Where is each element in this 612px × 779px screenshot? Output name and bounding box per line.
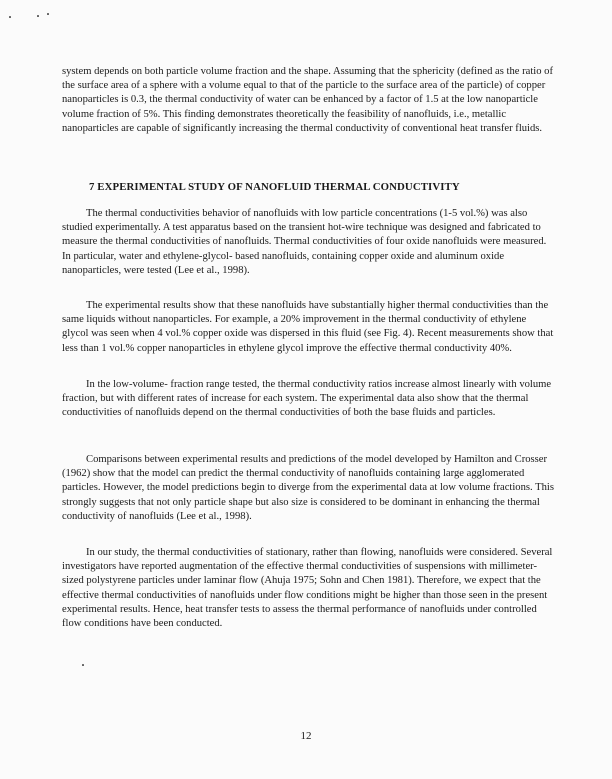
paragraph-continuation: system depends on both particle volume fraction and the shape. Assuming that the sphericity (defined as the ratio of the surface area of a sphere with a volume equal to that of the particle to the surface area of the particle) of copper nanoparticles is 0.3, the thermal conductivity of water can be enhanced by a factor of 1.5 at the low nanoparticle volume fraction of 5%. This finding demonstrates theoretically the feasibility of nanofluids, i.e., metallic nanoparticles are capable of significantly increasing the thermal conductivity of conventional heat transfer fluids.	[62, 66, 554, 134]
paragraph-experimental-results: The experimental results show that these nanofluids have substantially higher thermal conductivities than the same liquids without nanoparticles. For example, a 20% improvement in the thermal conductivity of ethylene glycol was seen when 4 vol.% copper oxide was dispersed in this fluid (see Fig. 4). Recent measurements show that less than 1 vol.% copper nanoparticles in ethylene glycol improve the effective thermal conductivity 40%.	[62, 300, 554, 354]
paragraph-volume-fraction: In the low-volume- fraction range tested, the thermal conductivity ratios increase almost linearly with volume fraction, but with different rates of increase for each system. The experimental data also show that the thermal conductivities of nanofluids depend on the thermal conductivities of both the base fluids and particles.	[62, 379, 552, 419]
scan-speck	[82, 664, 84, 666]
paragraph-experimental-study: The thermal conductivities behavior of nanofluids with low particle concentrations (1-5 vol.%) was also studied experimentally. A test apparatus based on the transient hot-wire technique was designed and fabricated to measure the thermal conductivities of nanofluids. Thermal conductivities of four oxide nanofluids were measured. In particular, water and ethylene-glycol- based nanofluids, containing copper oxide and aluminum oxide nanoparticles, were tested (Lee et al., 1998).	[62, 208, 547, 276]
paragraph-flow-conditions: In our study, the thermal conductivities of stationary, rather than flowing, nanofluids were considered. Several investigators have reported augmentation of the effective thermal conductivities of suspensions with millimeter-sized polystyrene particles under laminar flow (Ahuja 1975; Sohn and Chen 1981). Therefore, we expect that the effective thermal conductivities of nanofluids under flow conditions might be higher than those seen in the present experimental results. Hence, heat transfer tests to assess the thermal performance of nanofluids under controlled flow conditions have been conducted.	[62, 547, 553, 630]
section-heading: 7 EXPERIMENTAL STUDY OF NANOFLUID THERMAL CONDUCTIVITY	[89, 181, 460, 193]
scan-speck	[37, 15, 39, 17]
scan-speck	[47, 13, 49, 15]
scan-speck	[9, 16, 11, 18]
paragraph-model-comparison: Comparisons between experimental results and predictions of the model developed by Hamilton and Crosser (1962) show that the model can predict the thermal conductivity of nanofluids containing large agglomerated particles. However, the model predictions begin to diverge from the experimental data at low volume fractions. This strongly suggests that not only particle shape but also size is considered to be dominant in enhancing the thermal conductivity of nanofluids (Lee et al., 1998).	[62, 454, 554, 522]
page-number: 12	[300, 730, 312, 742]
